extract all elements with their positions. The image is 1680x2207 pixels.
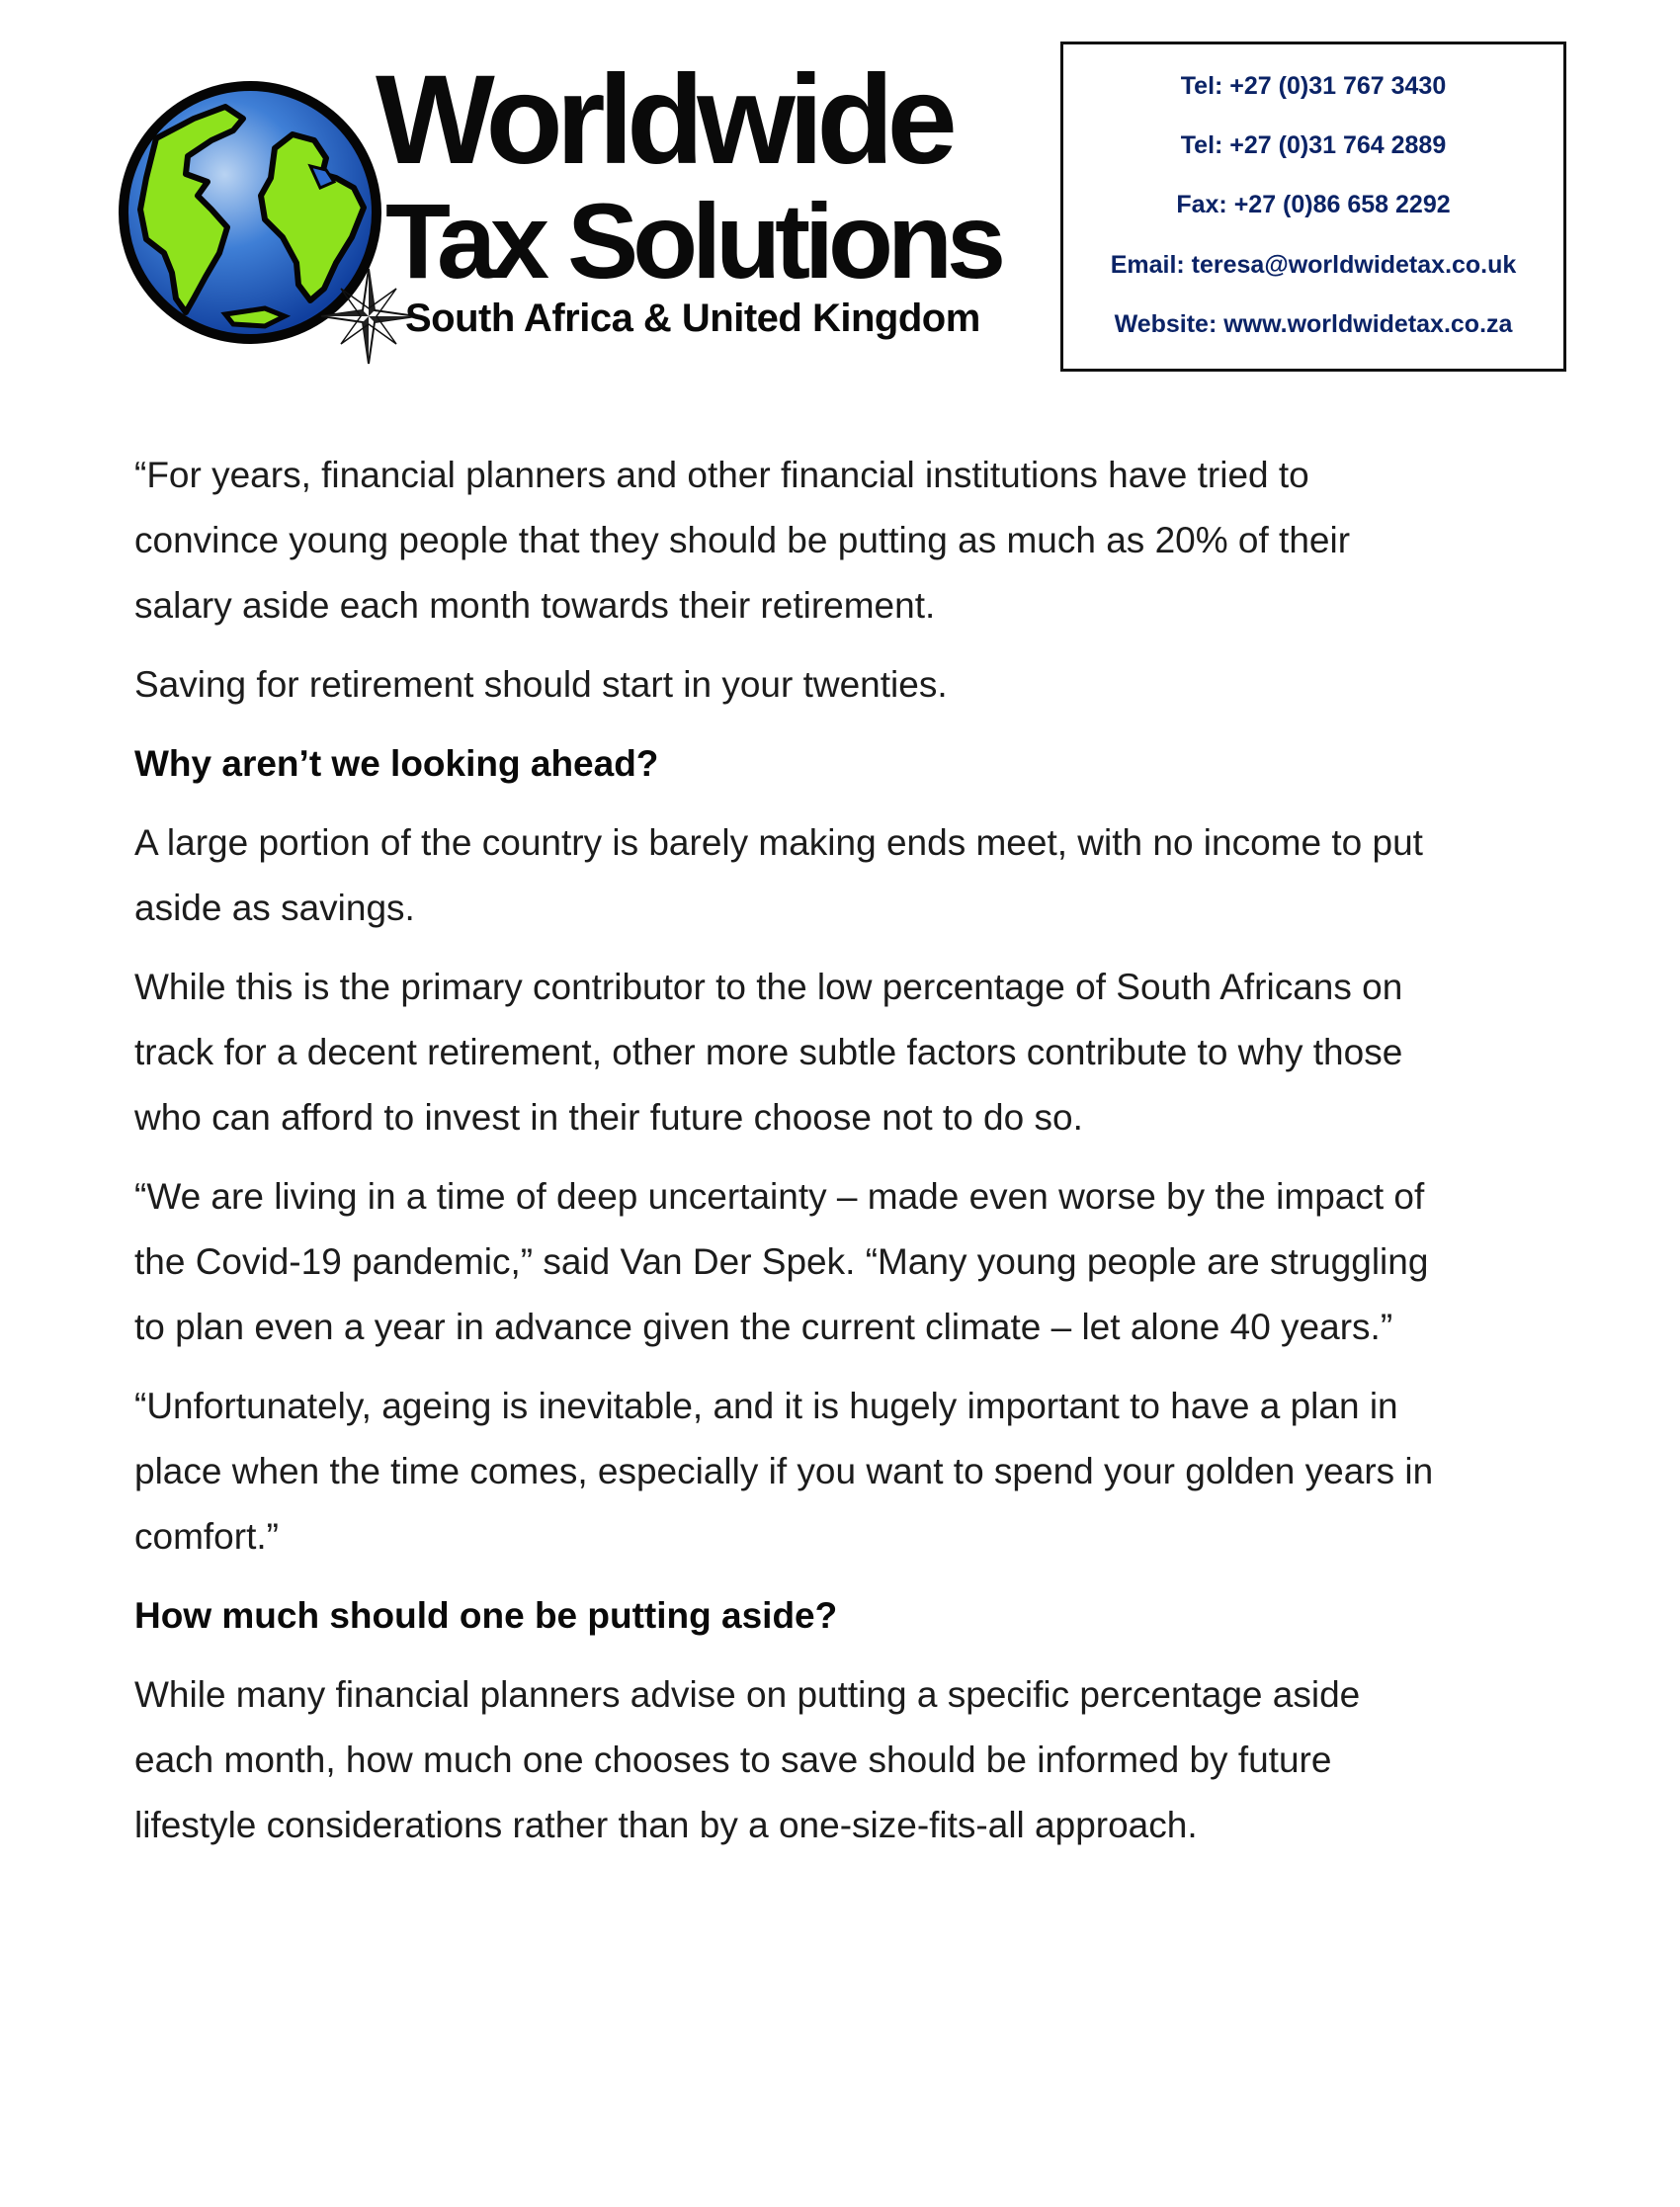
paragraph: “We are living in a time of deep uncertainty – made even worse by the impact of the Covid-19 pandemic,” said Van Der Spek. “Many young people are struggling to plan even a year in advance given the current climate – let alone 40 years.” xyxy=(134,1176,1429,1347)
contact-email[interactable]: Email: teresa@worldwidetax.co.uk xyxy=(1110,250,1517,279)
contact-tel-1: Tel: +27 (0)31 767 3430 xyxy=(1180,71,1447,100)
logo-tagline: South Africa & United Kingdom xyxy=(405,297,980,340)
paragraph: While this is the primary contributor to the low percentage of South Africans on track for a decent retirement, other more subtle factors contribute to why those who can afford to invest in their future choose not to do so. xyxy=(134,967,1403,1138)
contact-website[interactable]: Website: www.worldwidetax.co.za xyxy=(1114,310,1513,339)
article-body xyxy=(134,443,1439,1858)
contact-tel-2: Tel: +27 (0)31 764 2889 xyxy=(1180,131,1447,160)
paragraph: “Unfortunately, ageing is inevitable, and it is hugely important to have a plan in place when the time comes, especially if you want to spend your golden years in comfort.” xyxy=(134,1386,1434,1557)
paragraph: A large portion of the country is barely making ends meet, with no income to put aside as savings. xyxy=(134,822,1423,928)
section-heading: Why aren’t we looking ahead? xyxy=(134,743,659,784)
contact-info-box xyxy=(1060,42,1566,372)
company-logo xyxy=(117,49,1026,356)
logo-title: Worldwide xyxy=(376,49,951,191)
paragraph: “For years, financial planners and other financial institutions have tried to convince young people that they should be putting as much as 20% of their salary aside each month towards their retirement. xyxy=(134,455,1351,626)
paragraph: While many financial planners advise on putting a specific percentage aside each month, how much one chooses to save should be informed by future lifestyle considerations rather than by a one-size-fits-all approach. xyxy=(134,1674,1361,1845)
section-heading: How much should one be putting aside? xyxy=(134,1595,838,1636)
logo-subtitle: Tax Solutions xyxy=(385,181,1001,300)
contact-fax: Fax: +27 (0)86 658 2292 xyxy=(1176,191,1451,219)
paragraph: Saving for retirement should start in your twenties. xyxy=(134,664,948,705)
